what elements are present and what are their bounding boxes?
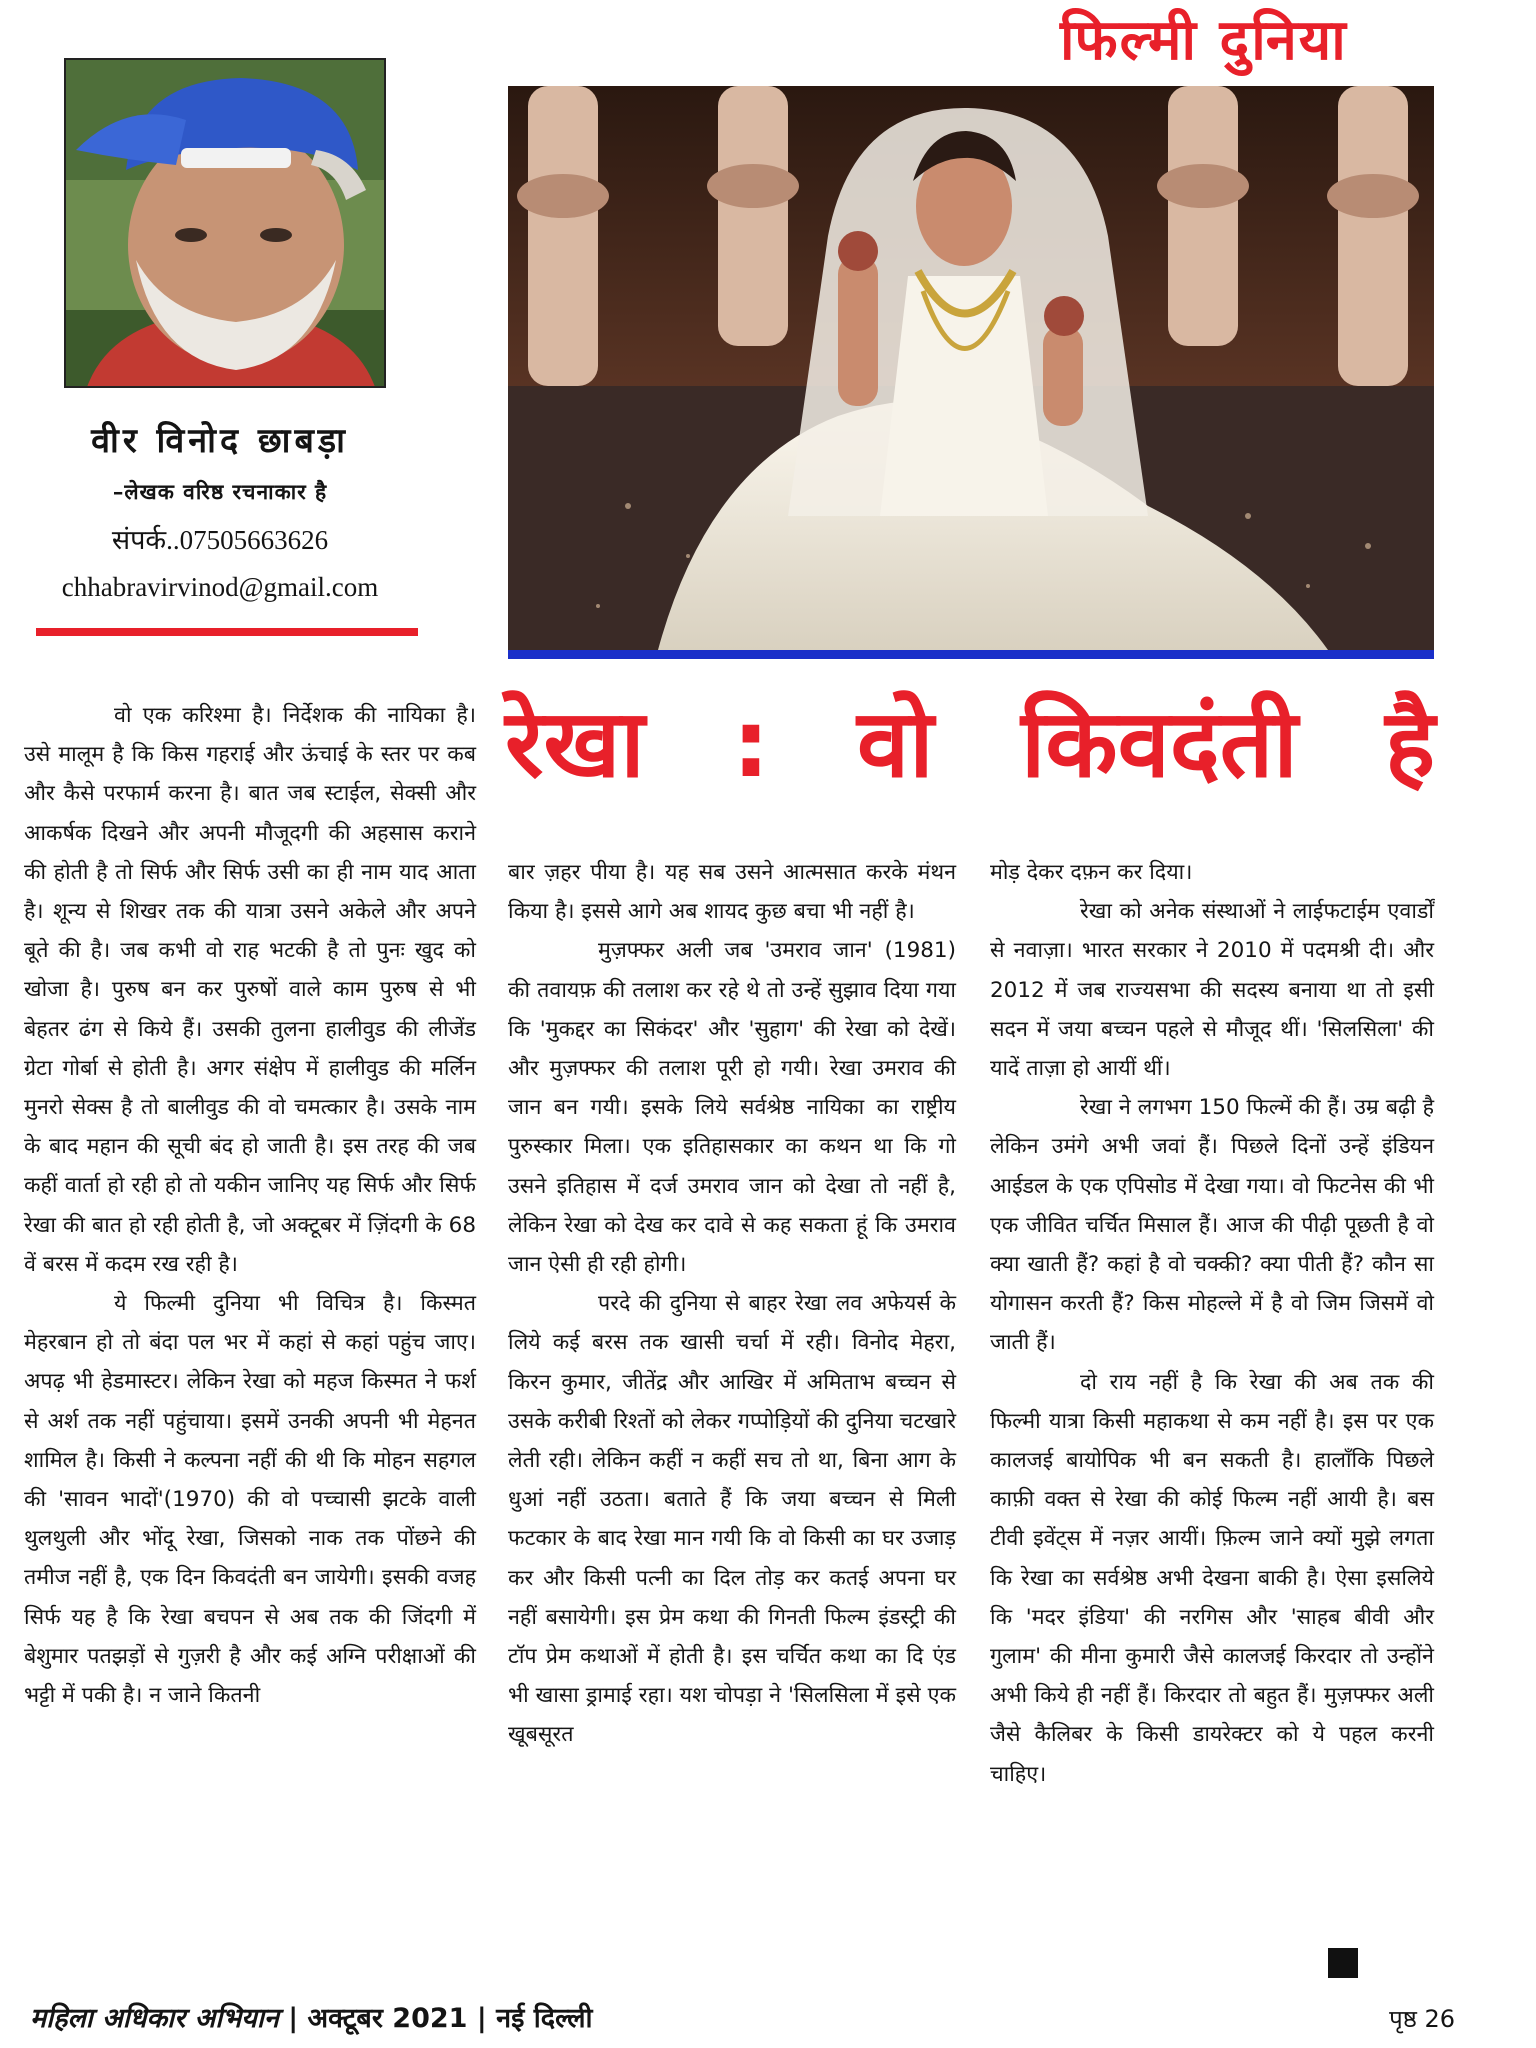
article-paragraph: वो एक करिश्मा है। निर्देशक की नायिका है। उसे मालूम है कि किस गहराई और ऊंचाई के स्तर पर कब और कैसे परफार्म करना है। बात जब स्टाईल, सेक्सी और आकर्षक दिखने और अपनी मौजूदगी की अहसास कराने की होती है तो सिर्फ और सिर्फ उसी का ही नाम याद आता है। शून्य से शिखर तक की यात्रा उसने अकेले और अपने बूते की है। जब कभी वो राह भटकी है तो पुनः खुद को खोजा है। पुरुष बन कर पुरुषों वाले काम पुरुष से भी बेहतर ढंग से किये हैं। उसकी तुलना हालीवुड की लीजेंड ग्रेटा गोर्बा से होती है। अगर संक्षेप में हालीवुड की मर्लिन मुनरो सेक्स है तो बालीवुड की वो चमत्कार है। उसके नाम के बाद महान की सूची बंद हो जाती है। इस तरह की जब कहीं वार्ता हो रही हो तो यकीन जानिए यह सिर्फ और सिर्फ रेखा की बात हो रही होती है, जो अक्टूबर में ज़िंदगी के 68 वें बरस में कदम रख रही है।: [24, 703, 476, 1277]
footer-publication-line: [30, 1998, 790, 2038]
article-paragraph: रेखा को अनेक संस्थाओं ने लाईफटाईम एवार्डों से नवाज़ा। भारत सरकार ने 2010 में पदमश्री दी। और 2012 में जब राज्यसभा की सदस्य बनाया था तो इसी सदन में जया बच्चन पहले से मौजूद थीं। 'सिलसिला' की यादें ताज़ा हो आयीं थीं।: [990, 899, 1434, 1082]
article-paragraph: परदे की दुनिया से बाहर रेखा लव अफेयर्स के लिये कई बरस तक खासी चर्चा में रही। विनोद मेहरा, किरन कुमार, जीतेंद्र और आखिर में अमिताभ बच्चन से उसके करीबी रिश्तों को लेकर गप्पोड़ियों की दुनिया चटखारे लेती रही। लेकिन कहीं न कहीं सच तो था, बिना आग के धुआं नहीं उठता। बताते हैं कि जया बच्चन से मिली फटकार के बाद रेखा मान गयी कि वो किसी का घर उजाड़ कर और किसी पत्नी का दिल तोड़ कर कतई अपना घर नहीं बसायेगी। इस प्रेम कथा की गिनती फिल्म इंडस्ट्री की टॉप प्रेम कथाओं में होती है। इस चर्चित कथा का दि एंड भी खासा ड्रामाई रहा। यश चोपड़ा ने 'सिलसिला में इसे एक खूबसूरत: [508, 1291, 956, 1748]
footer-issue: | अक्टूबर 2021 | नई दिल्ली: [288, 2003, 593, 2034]
headline-separator: :: [732, 690, 770, 799]
author-name: वीर विनोद छाबड़ा: [91, 421, 349, 461]
article-paragraph: रेखा ने लगभग 150 फिल्में की हैं। उम्र बढ़ी है लेकिन उमंगे अभी जवां हैं। पिछले दिनों उन्हें इंडियन आईडल के एक एपिसोड में देखा गया। वो फिटनेस की भी एक जीवित चर्चित मिसाल हैं। आज की पीढ़ी पूछती है वो क्या खाती हैं? कहां है वो चक्की? क्या पीती हैं? कौन सा योगासन करती हैं? किस मोहल्ले में है वो जिम जिसमें वो जाती हैं।: [990, 1095, 1434, 1356]
headline: [505, 690, 1435, 800]
article-paragraph: दो राय नहीं है कि रेखा की अब तक की फिल्मी यात्रा किसी महाकथा से कम नहीं है। इस पर एक कालजई बायोपिक भी बन सकती है। हालाँकि पिछले काफ़ी वक्त से रेखा की कोई फिल्म नहीं आयी है। बस टीवी इवेंट्स में नज़र आयीं। फ़िल्म जाने क्यों मुझे लगता कि रेखा का सर्वश्रेष्ठ अभी देखना बाकी है। ऐसा इसलिये कि 'मदर इंडिया' की नरगिस और 'साहब बीवी और गुलाम' की मीना कुमारी जैसे कालजई किरदार तो उन्होंने अभी किये ही नहीं हैं। किरदार तो बहुत हैं। मुज़फ्फर अली जैसे कैलिबर के किसी डायरेक्टर को ये पहल करनी चाहिए।: [990, 1369, 1434, 1787]
article-paragraph: मुज़फ्फर अली जब 'उमराव जान' (1981) की तवायफ़ की तलाश कर रहे थे तो उन्हें सुझाव दिया गया कि 'मुकद्दर का सिकंदर' और 'सुहाग' की रेखा को देखें। और मुज़फ्फर की तलाश पूरी हो गयी। रेखा उमराव की जान बन गयी। इसके लिये सर्वश्रेष्ठ नायिका का राष्ट्रीय पुरुस्कार मिला। एक इतिहासकार का कथन था कि गो उसने इतिहास में दर्ज उमराव जान को देखा तो नहीं है, लेकिन रेखा को देख कर दावे से कह सकता हूं कि उमराव जान ऐसी ही रही होगी।: [508, 938, 956, 1278]
headline-word-rekha: रेखा: [505, 690, 645, 799]
article-paragraph: बार ज़हर पीया है। यह सब उसने आत्मसात करके मंथन किया है। इससे आगे अब शायद कुछ बचा भी नहीं है।: [508, 860, 956, 925]
section-title: फिल्मी दुनिया: [1060, 7, 1348, 73]
author-photo: [64, 58, 386, 388]
article-column-1: [24, 696, 476, 1936]
headline-word-hai: है: [1385, 690, 1435, 799]
author-contact: संपर्क..07505663626: [111, 525, 329, 555]
headline-word-vo: वो: [857, 690, 934, 799]
hero-photo-illustration: [508, 86, 1434, 650]
article-column-2: [508, 853, 956, 1936]
red-divider: [36, 628, 418, 636]
page-number: पृष्ठ 26: [1389, 2005, 1455, 2033]
hero-photo: [508, 86, 1434, 650]
author-role: –लेखक वरिष्ठ रचनाकार है: [112, 479, 328, 504]
author-email: chhabravirvinod@gmail.com: [61, 572, 379, 602]
blue-divider: [508, 650, 1434, 659]
article-paragraph: मोड़ देकर दफ़न कर दिया।: [990, 860, 1193, 885]
author-photo-illustration: [66, 60, 386, 388]
article-column-3: [990, 853, 1434, 1936]
footer-publication: महिला अधिकार अभियान: [30, 2003, 279, 2034]
headline-word-kivdanti: किवदंती: [1021, 690, 1298, 799]
article-paragraph: ये फिल्मी दुनिया भी विचित्र है। किस्मत मेहरबान हो तो बंदा पल भर में कहां से कहां पहुंच जाए। अपढ़ भी हेडमास्टर। लेकिन रेखा को महज किस्मत ने फर्श से अर्श तक नहीं पहुंचाया। इसमें उनकी अपनी भी मेहनत शामिल है। किसी ने कल्पना नहीं की थी कि मोहन सहगल की 'सावन भादों'(1970) की वो पच्चासी झटके वाली थुलथुली और भोंदू रेखा, जिसको नाक तक पोंछने की तमीज नहीं है, एक दिन किवदंती बन जायेगी। इसकी वजह सिर्फ यह है कि रेखा बचपन से अब तक की जिंदगी में बेशुमार पतझड़ों से गुज़री है और कई अग्नि परीक्षाओं की भट्टी में पकी है। न जाने कितनी: [24, 1291, 476, 1709]
end-of-article-mark: [1328, 1948, 1358, 1978]
